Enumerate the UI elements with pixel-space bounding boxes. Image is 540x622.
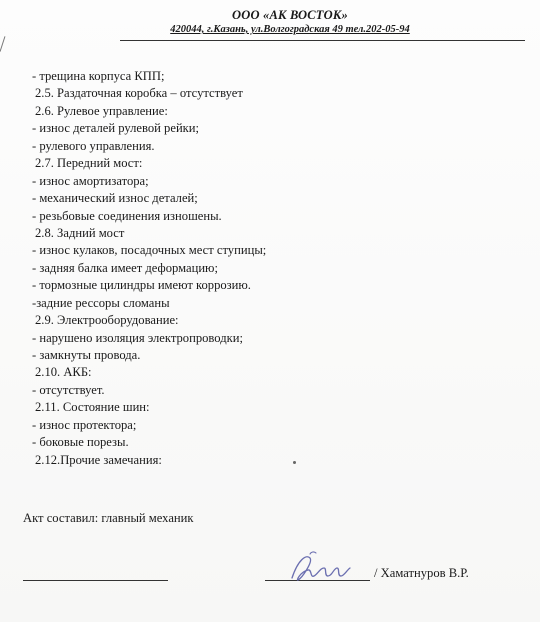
list-item: - отсутствует. <box>32 382 105 397</box>
list-item: 2.7. Передний мост: <box>35 156 143 171</box>
defect-list <box>33 68 513 469</box>
letterhead-rule <box>120 40 525 41</box>
list-item: 2.9. Электрооборудование: <box>35 313 179 328</box>
list-item: - боковые порезы. <box>32 435 129 450</box>
signature-line-left <box>23 580 168 581</box>
list-item: 2.12.Прочие замечания: <box>35 452 162 467</box>
list-item: -задние рессоры сломаны <box>32 295 170 310</box>
handwritten-signature-icon <box>280 548 360 588</box>
act-compiled-by: Акт составил: главный механик <box>23 511 194 525</box>
signature-flourish <box>310 552 316 554</box>
list-item: 2.8. Задний мост <box>35 225 125 240</box>
signature-stroke <box>292 557 350 580</box>
list-item: 2.11. Состояние шин: <box>35 400 150 415</box>
list-item: - замкнуты провода. <box>32 348 141 362</box>
list-item: - механический износ деталей; <box>32 191 198 206</box>
company-address: 420044, г.Казань, ул.Волгоградская 49 тел.202-05-94 <box>170 24 410 35</box>
list-item: 2.5. Раздаточная коробка – отсутствует <box>35 86 243 101</box>
list-item: - износ амортизатора; <box>32 173 149 188</box>
margin-mark <box>0 36 5 52</box>
list-item: - трещина корпуса КПП; <box>32 69 165 83</box>
list-item: - тормозные цилиндры имеют коррозию. <box>32 278 251 293</box>
paper-speck <box>293 461 296 464</box>
letterhead <box>0 8 540 35</box>
list-item: - нарушено изоляция электропроводки; <box>32 330 243 345</box>
list-item: - задняя балка имеет деформацию; <box>32 260 218 275</box>
list-item: - износ протектора; <box>32 417 137 432</box>
list-item: - резьбовые соединения изношены. <box>32 208 222 223</box>
list-item: 2.6. Рулевое управление: <box>35 103 168 118</box>
signer-name: / Хаматнуров В.Р. <box>374 566 469 580</box>
company-name: ООО «АК ВОСТОК» <box>232 8 348 22</box>
list-item: - износ кулаков, посадочных мест ступицы; <box>32 243 267 258</box>
list-item: - рулевого управления. <box>32 138 155 153</box>
list-item: 2.10. АКБ: <box>35 365 92 380</box>
list-item: - износ деталей рулевой рейки; <box>32 121 200 136</box>
